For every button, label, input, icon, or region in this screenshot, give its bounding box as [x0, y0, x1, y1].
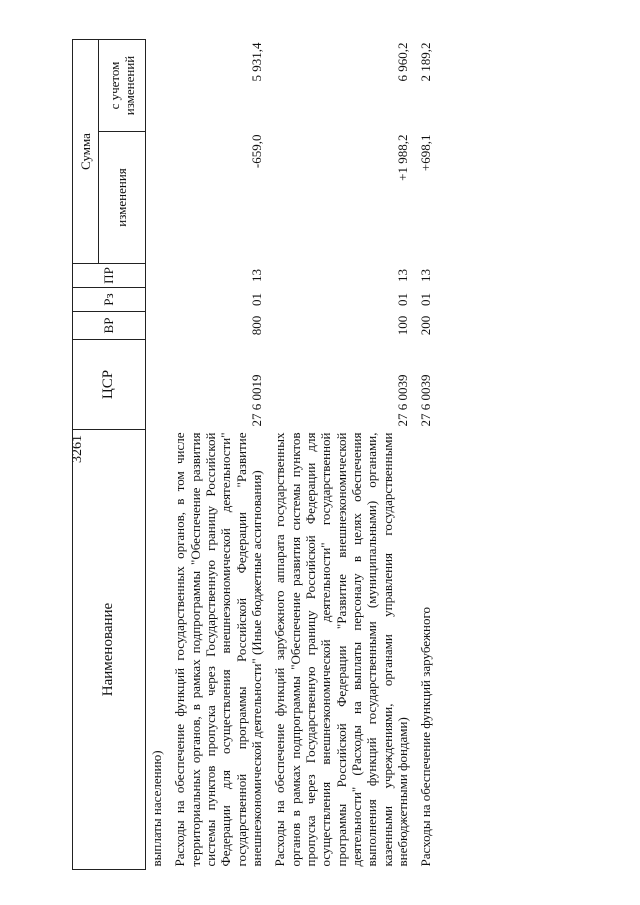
header-pr: ПР — [73, 264, 146, 288]
rotated-budget-table-page — [72, 40, 542, 870]
row-with-change — [146, 40, 166, 132]
table-row — [411, 40, 434, 870]
row-rz: 01 — [394, 293, 410, 306]
header-with-change: с учетом изменений — [99, 40, 146, 132]
row-csr — [146, 340, 166, 430]
header-csr: ЦСР — [73, 340, 146, 430]
page-number: 3261 — [70, 435, 85, 463]
row-vr: 200 — [418, 315, 434, 336]
table-row — [146, 40, 166, 870]
row-vr: 100 — [394, 315, 410, 336]
row-change: +698,1 — [418, 134, 434, 172]
row-pr: 13 — [394, 269, 410, 282]
row-csr: 27 6 0039 — [418, 374, 434, 427]
row-with-change: 2 189,2 — [418, 42, 434, 82]
header-vr: ВР — [73, 312, 146, 340]
header-change: изменения — [99, 132, 146, 264]
row-name: Расходы на обеспечение функций зарубежного аппарата государственных органов в рамках подпрограммы "Обеспечение развития системы пунктов пропуска через Государственную границу Российской Федерации для осуществления внешнеэкономической деятельности" государственной программы Российской Федерации "Развитие внешнеэкономической деятельности" (Расходы на выплаты персоналу в целях обеспечения выполнения функций государственными (муниципальными) органами, казенными учреждениями, органами управления государственными внебюджетными фондами) — [272, 432, 410, 867]
row-csr: 27 6 0019 — [248, 374, 264, 427]
row-name: Расходы на обеспечение функций зарубежного — [418, 607, 434, 867]
row-name: Расходы на обеспечение функций государственных органов, в том числе территориальных органов, в рамках подпрограммы "Обеспечение развития системы пунктов пропуска через Государственную границу Российской Федерации для осуществления внешнеэкономической деятельности" государственной программы Российской Федерации "Развитие внешнеэкономической деятельности" (Иные бюджетные ассигнования) — [172, 432, 264, 867]
row-with-change: 5 931,4 — [248, 42, 264, 82]
row-rz — [146, 288, 166, 312]
header-rz: Рз — [73, 288, 146, 312]
row-rz: 01 — [418, 293, 434, 306]
row-vr: 800 — [248, 315, 264, 336]
row-change: -659,0 — [248, 134, 264, 169]
row-rz: 01 — [248, 293, 264, 306]
table-header — [73, 40, 146, 870]
budget-table — [72, 39, 435, 870]
row-pr: 13 — [248, 269, 264, 282]
row-with-change: 6 960,2 — [394, 42, 410, 82]
table-body — [146, 40, 435, 870]
row-change — [146, 132, 166, 264]
row-pr: 13 — [418, 269, 434, 282]
table-row — [165, 40, 265, 870]
header-sum: Сумма — [73, 40, 99, 264]
row-vr — [146, 312, 166, 340]
row-pr — [146, 264, 166, 288]
row-change: +1 988,2 — [394, 134, 410, 181]
table-row — [265, 40, 411, 870]
header-name: Наименование — [73, 430, 146, 870]
row-name: выплаты населению) — [149, 750, 164, 867]
row-csr: 27 6 0039 — [394, 374, 410, 427]
